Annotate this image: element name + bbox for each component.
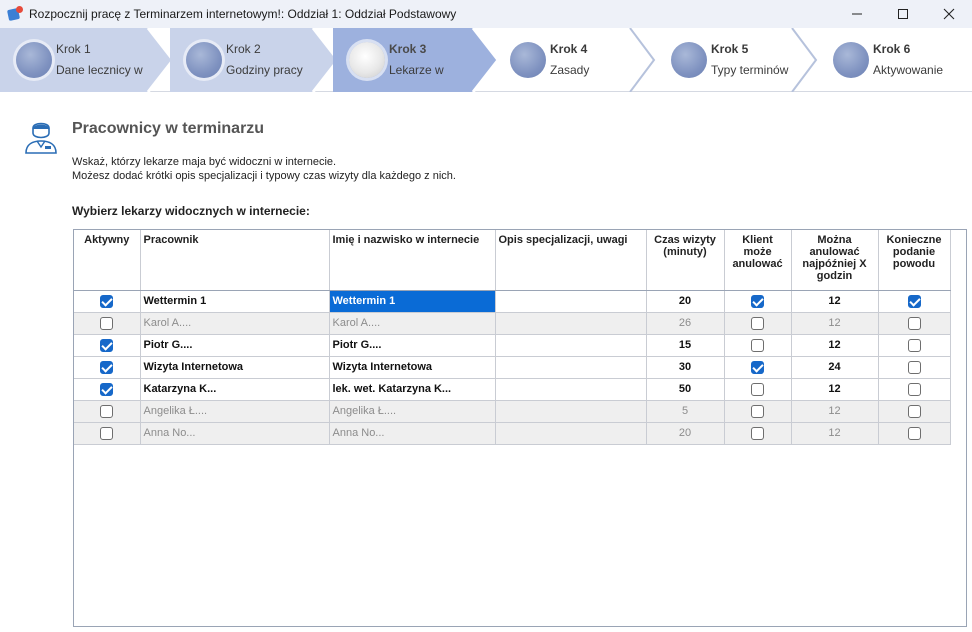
column-header-web-name[interactable]: Imię i nazwisko w internecie [329, 230, 495, 290]
wizard-step-label: Krok 1 [56, 42, 91, 56]
web-name-cell[interactable]: lek. wet. Katarzyna K... [329, 378, 495, 400]
wizard-step-sub: Aktywowanie [873, 63, 944, 77]
reason-required-cell[interactable] [878, 356, 950, 378]
can-cancel-checkbox[interactable] [751, 339, 764, 352]
window-title: Rozpocznij pracę z Terminarzem internetowym!: Oddział 1: Oddział Podstawowy [29, 7, 457, 21]
employee-cell[interactable]: Wettermin 1 [140, 290, 329, 312]
duration-cell[interactable]: 50 [646, 378, 724, 400]
column-header-description[interactable]: Opis specjalizacji, uwagi [495, 230, 646, 290]
section-label: Wybierz lekarzy widocznych w internecie: [72, 204, 310, 218]
step-indicator-icon [510, 42, 546, 78]
active-checkbox[interactable] [100, 383, 113, 396]
column-header-employee[interactable]: Pracownik [140, 230, 329, 290]
page-description [72, 155, 456, 183]
can-cancel-checkbox[interactable] [751, 427, 764, 440]
employee-cell[interactable]: Piotr G.... [140, 334, 329, 356]
web-name-cell[interactable]: Wizyta Internetowa [329, 356, 495, 378]
active-cell[interactable] [74, 356, 140, 378]
column-header-active[interactable]: Aktywny [74, 230, 140, 290]
reason-required-checkbox[interactable] [908, 427, 921, 440]
wizard-steps [0, 28, 972, 92]
wizard-step-sub: Godziny pracy [226, 63, 303, 77]
description-cell[interactable] [495, 378, 646, 400]
web-name-cell[interactable]: Karol A.... [329, 312, 495, 334]
web-name-cell[interactable]: Anna No... [329, 422, 495, 444]
page-title: Pracownicy w terminarzu [72, 120, 265, 137]
table-row[interactable] [74, 378, 950, 400]
employees-table [74, 230, 951, 445]
reason-required-cell[interactable] [878, 400, 950, 422]
duration-cell[interactable]: 5 [646, 400, 724, 422]
table-row[interactable] [74, 356, 950, 378]
column-header-reason-required[interactable]: Konieczne podanie powodu [878, 230, 950, 290]
can-cancel-cell[interactable] [724, 378, 791, 400]
description-cell[interactable] [495, 422, 646, 444]
web-name-cell[interactable]: Wettermin 1 [329, 290, 495, 312]
description-cell[interactable] [495, 312, 646, 334]
duration-cell[interactable]: 26 [646, 312, 724, 334]
wizard-step-4[interactable] [494, 28, 660, 92]
reason-required-cell[interactable] [878, 290, 950, 312]
can-cancel-cell[interactable] [724, 422, 791, 444]
duration-cell[interactable]: 20 [646, 422, 724, 444]
title-bar [0, 0, 972, 28]
employee-icon [24, 119, 58, 155]
reason-required-cell[interactable] [878, 312, 950, 334]
wizard-step-6[interactable] [817, 28, 972, 92]
cancel-hours-cell[interactable]: 12 [791, 290, 878, 312]
employees-grid[interactable] [73, 229, 967, 627]
employee-cell[interactable]: Karol A.... [140, 312, 329, 334]
active-cell[interactable] [74, 290, 140, 312]
wizard-step-label: Krok 5 [711, 42, 749, 56]
reason-required-checkbox[interactable] [908, 339, 921, 352]
reason-required-checkbox[interactable] [908, 361, 921, 374]
cancel-hours-cell[interactable]: 12 [791, 312, 878, 334]
active-checkbox[interactable] [100, 317, 113, 330]
reason-required-checkbox[interactable] [908, 405, 921, 418]
employee-cell[interactable]: Anna No... [140, 422, 329, 444]
wizard-step-sub: Lekarze w [389, 63, 444, 77]
description-line: Wskaż, którzy lekarze maja być widoczni w internecie. [72, 156, 337, 168]
can-cancel-checkbox[interactable] [751, 295, 764, 308]
step-indicator-icon [833, 42, 869, 78]
wizard-step-sub: Dane lecznicy w [56, 63, 143, 77]
wizard-step-sub: Zasady [550, 63, 590, 77]
step-indicator-icon [349, 42, 385, 78]
can-cancel-checkbox[interactable] [751, 317, 764, 330]
employee-cell[interactable]: Katarzyna K... [140, 378, 329, 400]
description-cell[interactable] [495, 400, 646, 422]
step-indicator-icon [186, 42, 222, 78]
active-cell[interactable] [74, 400, 140, 422]
wizard-step-label: Krok 3 [389, 42, 427, 56]
wizard-step-2[interactable] [170, 28, 340, 92]
duration-cell[interactable]: 30 [646, 356, 724, 378]
can-cancel-checkbox[interactable] [751, 383, 764, 396]
active-cell[interactable] [74, 378, 140, 400]
wizard-step-1[interactable] [0, 28, 175, 92]
cancel-hours-cell[interactable]: 12 [791, 422, 878, 444]
reason-required-cell[interactable] [878, 334, 950, 356]
duration-cell[interactable]: 15 [646, 334, 724, 356]
table-row[interactable] [74, 422, 950, 444]
step-indicator-icon [16, 42, 52, 78]
column-header-cancel-hours[interactable]: Można anulować najpóźniej X godzin [791, 230, 878, 290]
reason-required-checkbox[interactable] [908, 295, 921, 308]
wizard-step-5[interactable] [655, 28, 821, 92]
wizard-step-label: Krok 2 [226, 42, 261, 56]
web-name-cell[interactable]: Angelika Ł.... [329, 400, 495, 422]
reason-required-checkbox[interactable] [908, 383, 921, 396]
maximize-icon [897, 8, 909, 20]
active-cell[interactable] [74, 312, 140, 334]
cancel-hours-cell[interactable]: 12 [791, 334, 878, 356]
step-indicator-icon [671, 42, 707, 78]
description-cell[interactable] [495, 334, 646, 356]
cancel-hours-cell[interactable]: 24 [791, 356, 878, 378]
can-cancel-cell[interactable] [724, 400, 791, 422]
reason-required-checkbox[interactable] [908, 317, 921, 330]
table-row[interactable] [74, 334, 950, 356]
close-button[interactable] [926, 0, 972, 28]
active-checkbox[interactable] [100, 427, 113, 440]
description-cell[interactable] [495, 356, 646, 378]
can-cancel-cell[interactable] [724, 312, 791, 334]
wizard-step-sub: Typy terminów [711, 63, 789, 77]
app-icon [7, 6, 23, 22]
table-row[interactable] [74, 312, 950, 334]
minimize-icon [851, 8, 863, 20]
reason-required-cell[interactable] [878, 422, 950, 444]
cancel-hours-cell[interactable]: 12 [791, 378, 878, 400]
active-cell[interactable] [74, 422, 140, 444]
wizard-step-label: Krok 4 [550, 42, 588, 56]
table-row[interactable] [74, 400, 950, 422]
column-header-can-cancel[interactable]: Klient może anulować [724, 230, 791, 290]
reason-required-cell[interactable] [878, 378, 950, 400]
column-header-duration[interactable]: Czas wizyty (minuty) [646, 230, 724, 290]
wizard-step-label: Krok 6 [873, 42, 911, 56]
maximize-button[interactable] [880, 0, 926, 28]
table-row[interactable] [74, 290, 950, 312]
employee-cell[interactable]: Angelika Ł.... [140, 400, 329, 422]
duration-cell[interactable]: 20 [646, 290, 724, 312]
can-cancel-checkbox[interactable] [751, 361, 764, 374]
cancel-hours-cell[interactable]: 12 [791, 400, 878, 422]
can-cancel-checkbox[interactable] [751, 405, 764, 418]
description-cell[interactable] [495, 290, 646, 312]
active-checkbox[interactable] [100, 405, 113, 418]
can-cancel-cell[interactable] [724, 356, 791, 378]
description-line: Możesz dodać krótki opis specjalizacji i typowy czas wizyty dla każdego z nich. [72, 170, 456, 182]
table-body [74, 290, 950, 444]
close-icon [943, 8, 955, 20]
active-checkbox[interactable] [100, 361, 113, 374]
can-cancel-cell[interactable] [724, 334, 791, 356]
active-checkbox[interactable] [100, 295, 113, 308]
active-cell[interactable] [74, 334, 140, 356]
employee-cell[interactable]: Wizyta Internetowa [140, 356, 329, 378]
can-cancel-cell[interactable] [724, 290, 791, 312]
active-checkbox[interactable] [100, 339, 113, 352]
table-header-row [74, 230, 950, 290]
wizard-step-3[interactable] [333, 28, 499, 92]
minimize-button[interactable] [834, 0, 880, 28]
web-name-cell[interactable]: Piotr G.... [329, 334, 495, 356]
